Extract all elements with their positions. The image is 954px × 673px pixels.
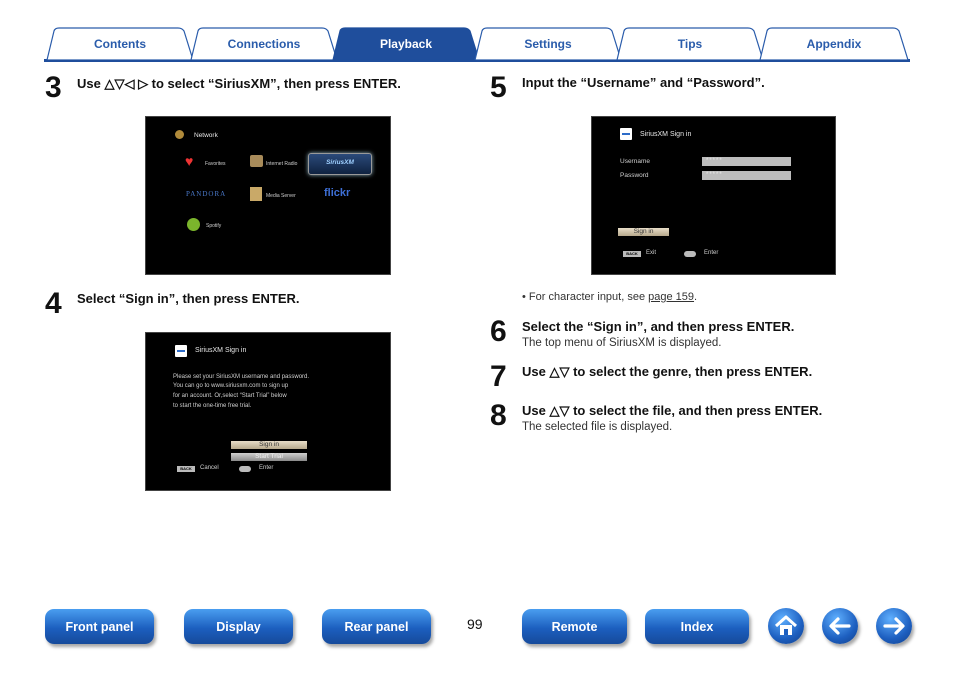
character-input-note [522, 291, 697, 303]
password-field[interactable]: ***** [702, 171, 791, 180]
pandora-logo: PANDORA [186, 190, 227, 198]
step-5-title: Input the “Username” and “Password”. [522, 75, 765, 90]
cancel-label: Cancel [200, 465, 219, 471]
rear-panel-button[interactable]: Rear panel [322, 609, 431, 644]
siriusxm-tile[interactable] [308, 153, 372, 175]
step-7-number: 7 [490, 360, 507, 393]
network-item-media-server: Media Server [266, 193, 296, 199]
remote-button[interactable]: Remote [522, 609, 627, 644]
enter-label: Enter [259, 465, 274, 471]
tab-settings[interactable] [474, 27, 622, 60]
tab-contents[interactable] [46, 27, 194, 60]
step-7-title: Use △▽ to select the genre, then press ENTER. [522, 364, 813, 379]
front-panel-button[interactable]: Front panel [45, 609, 154, 644]
page-number: 99 [467, 616, 483, 632]
password-label: Password [620, 172, 649, 179]
step-8-title: Use △▽ to select the file, and then press ENTER. [522, 403, 823, 418]
start-trial-button[interactable]: Start Trial [231, 453, 307, 461]
tab-appendix[interactable] [759, 27, 909, 60]
username-label: Username [620, 158, 650, 165]
signin-intro-title: SiriusXM Sign in [195, 347, 247, 354]
step-3-title: Use △▽◁ ▷ to select “SiriusXM”, then press ENTER. [77, 76, 401, 91]
step-5-number: 5 [490, 71, 507, 104]
home-icon [768, 608, 804, 644]
signin-form-title: SiriusXM Sign in [640, 131, 692, 138]
internet-radio-icon [250, 155, 263, 167]
network-globe-icon [175, 130, 184, 139]
tab-playback[interactable] [332, 27, 480, 60]
signin-intro-line-2: You can go to www.siriusxm.com to sign up [173, 383, 289, 389]
step-4-number: 4 [45, 287, 62, 320]
signin-button[interactable]: Sign in [231, 441, 307, 449]
arrow-left-icon [822, 608, 858, 644]
back-button[interactable] [822, 608, 858, 644]
tab-connections[interactable] [190, 27, 338, 60]
exit-label: Exit [646, 250, 657, 256]
tab-connections-label: Connections [227, 37, 301, 51]
step-4-title: Select “Sign in”, then press ENTER. [77, 291, 300, 306]
index-button[interactable]: Index [645, 609, 749, 644]
signin-intro-line-3: for an account. Or,select “Start Trial” below [173, 393, 287, 399]
enter-key-icon [684, 251, 696, 257]
tab-appendix-label: Appendix [806, 37, 862, 51]
favorites-heart-icon: ♥ [185, 153, 194, 169]
tab-contents-label: Contents [94, 37, 146, 51]
signin-intro-line-1: Please set your SiriusXM username and password. [173, 374, 310, 380]
back-key-icon: BACK [177, 466, 195, 472]
step-8-number: 8 [490, 399, 507, 432]
home-button[interactable] [768, 608, 804, 644]
step-8-subtitle: The selected file is displayed. [522, 421, 673, 433]
network-item-spotify: Spotify [206, 223, 222, 229]
back-key-icon: BACK [623, 251, 641, 257]
network-screen-title: Network [194, 132, 218, 139]
tab-tips[interactable] [616, 27, 764, 60]
network-item-internet-radio: Internet Radio [266, 161, 298, 167]
step-6-subtitle: The top menu of SiriusXM is displayed. [522, 337, 722, 349]
note-prefix: • For character input, see [522, 291, 649, 303]
forward-button[interactable] [876, 608, 912, 644]
spotify-icon [187, 218, 200, 231]
display-button[interactable]: Display [184, 609, 293, 644]
signin-form-screen [591, 116, 836, 275]
tab-playback-label: Playback [379, 37, 433, 51]
signin-intro-screen [145, 332, 391, 491]
username-field[interactable]: ***** [702, 157, 791, 166]
step-6-number: 6 [490, 315, 507, 348]
enter-label: Enter [704, 250, 719, 256]
siriusxm-icon [620, 128, 632, 140]
media-server-icon [250, 187, 262, 201]
step-3-number: 3 [45, 71, 62, 104]
siriusxm-tile-label: SiriusXM [326, 159, 354, 166]
signin-button[interactable]: Sign in [618, 228, 669, 236]
network-item-favorites: Favorites [205, 161, 226, 167]
flickr-logo: flickr [324, 187, 351, 199]
enter-key-icon [239, 466, 251, 472]
step-6-title: Select the “Sign in”, and then press ENTER. [522, 319, 795, 334]
signin-intro-line-4: to start the one-time free trial. [173, 403, 252, 409]
tab-settings-label: Settings [524, 37, 572, 51]
network-screen [145, 116, 391, 275]
siriusxm-icon [175, 345, 187, 357]
tab-tips-label: Tips [677, 37, 703, 51]
page-159-link[interactable]: page 159 [648, 291, 695, 303]
note-suffix: . [694, 291, 698, 303]
arrow-right-icon [876, 608, 912, 644]
